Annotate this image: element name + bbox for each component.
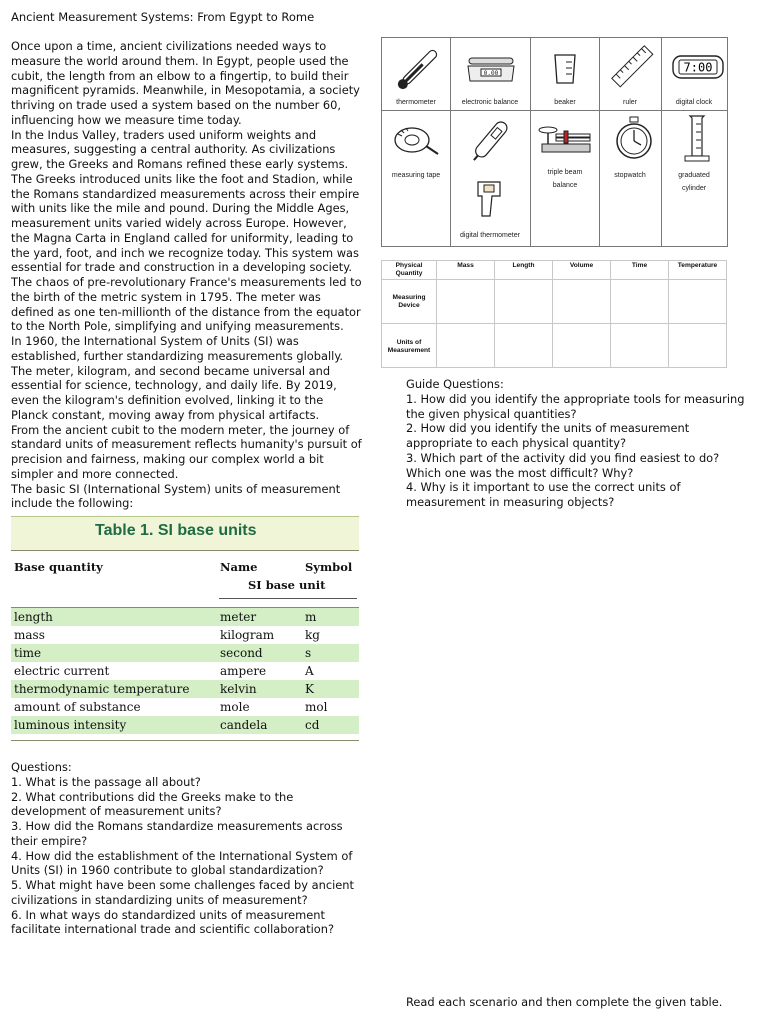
answer-cell bbox=[495, 280, 553, 324]
device-label-graduated-cylinder: graduated cylinder bbox=[678, 172, 710, 192]
si-table-row bbox=[11, 698, 359, 716]
guide-question: 4. Why is it important to use the correct units of measurement in measuring objects? bbox=[406, 480, 681, 509]
electronic-balance-icon bbox=[466, 54, 516, 84]
cell-symbol: mol bbox=[305, 700, 328, 714]
header-mass: Mass bbox=[437, 261, 495, 280]
guide-heading: Guide Questions: bbox=[406, 377, 504, 391]
si-base-units-table bbox=[11, 516, 359, 742]
device-label-beaker: beaker bbox=[554, 99, 576, 106]
divider bbox=[219, 598, 357, 599]
question-item: 2. What contributions did the Greeks make to the development of measurement units? bbox=[11, 789, 294, 819]
passage-paragraph: In 1960, the International System of Units (SI) was established, further standardizing measurements globally. The meter, kilogram, and second became universal and essential for science, technology, and daily life. By 2019, even the kilogram's definition evolved, linking it to the Planck constant, moving away from physical artifacts. bbox=[11, 334, 344, 422]
question-item: 6. In what ways do standardized units of measurement facilitate international trade and scientific collaboration? bbox=[11, 907, 334, 937]
col-header-base-quantity: Base quantity bbox=[14, 560, 103, 574]
infrared-thermometer-icon bbox=[474, 178, 504, 220]
cell-symbol: A bbox=[305, 664, 314, 678]
passage-paragraph: From the ancient cubit to the modern meter, the journey of standard units of measurement reflects humanity's pursuit of precision and fairness, making our complex world a bit simpler and more connected. bbox=[11, 422, 362, 481]
cell-symbol: cd bbox=[305, 718, 320, 732]
cell-name: candela bbox=[220, 718, 268, 732]
si-table-row bbox=[11, 680, 359, 698]
device-label-stopwatch: stopwatch bbox=[614, 172, 646, 179]
graduated-cylinder-icon bbox=[680, 114, 714, 164]
divider bbox=[661, 38, 662, 246]
device-label-digital-clock: digital clock bbox=[675, 99, 713, 106]
si-table-row bbox=[11, 626, 359, 644]
questions-heading: Questions: bbox=[11, 760, 72, 774]
passage bbox=[11, 39, 363, 511]
cell-name: mole bbox=[220, 700, 250, 714]
cell-name: kelvin bbox=[220, 682, 257, 696]
cell-quantity: amount of substance bbox=[14, 700, 141, 714]
cell-quantity: luminous intensity bbox=[14, 718, 127, 732]
answer-cell bbox=[553, 324, 611, 368]
device-label-triple-beam-balance: triple beam balance bbox=[547, 169, 583, 189]
cell-quantity: time bbox=[14, 646, 42, 660]
balance-display: 0.00 bbox=[483, 70, 499, 77]
triple-beam-balance-icon bbox=[536, 122, 594, 154]
cell-quantity: thermodynamic temperature bbox=[14, 682, 190, 696]
cell-symbol: K bbox=[305, 682, 314, 696]
cell-name: meter bbox=[220, 610, 257, 624]
measuring-devices-figure bbox=[381, 37, 728, 247]
divider bbox=[11, 740, 359, 741]
cell-symbol: kg bbox=[305, 628, 320, 642]
row-head-measuring-device: Measuring Device bbox=[382, 280, 437, 324]
header-time: Time bbox=[611, 261, 669, 280]
si-table-row bbox=[11, 662, 359, 680]
cell-quantity: length bbox=[14, 610, 53, 624]
header-length: Length bbox=[495, 261, 553, 280]
si-table-row bbox=[11, 608, 359, 626]
device-label-digital-thermometer: digital thermometer bbox=[460, 232, 520, 239]
row-head-units-of-measurement: Units of Measurement bbox=[382, 324, 437, 368]
passage-questions bbox=[11, 760, 363, 937]
beaker-icon bbox=[552, 52, 578, 86]
header-physical-quantity: Physical Quantity bbox=[382, 261, 437, 280]
cell-symbol: s bbox=[305, 646, 312, 660]
divider bbox=[450, 38, 451, 246]
device-label-thermometer: thermometer bbox=[396, 99, 436, 106]
si-table-row bbox=[11, 716, 359, 734]
document-title: Ancient Measurement Systems: From Egypt to Rome bbox=[11, 10, 315, 24]
answer-cell bbox=[611, 280, 669, 324]
guide-questions bbox=[406, 377, 756, 510]
cell-quantity: electric current bbox=[14, 664, 110, 678]
digital-thermometer-icon bbox=[468, 116, 512, 166]
answer-cell bbox=[437, 280, 495, 324]
col-group-si-base-unit: SI base unit bbox=[248, 578, 326, 592]
passage-paragraph: The basic SI (International System) units of measurement include the following: bbox=[11, 481, 341, 511]
guide-question: 1. How did you identify the appropriate tools for measuring the given physical quantities? bbox=[406, 391, 745, 421]
device-label-electronic-balance: electronic balance bbox=[461, 99, 519, 106]
clock-display: 7:00 bbox=[683, 60, 713, 75]
si-table-row bbox=[11, 644, 359, 662]
physical-quantity-table bbox=[381, 260, 727, 368]
answer-cell bbox=[495, 324, 553, 368]
device-label-ruler: ruler bbox=[622, 99, 638, 106]
cell-quantity: mass bbox=[14, 628, 45, 642]
col-header-name: Name bbox=[220, 560, 258, 574]
col-header-symbol: Symbol bbox=[305, 560, 353, 574]
cell-name: second bbox=[220, 646, 263, 660]
guide-question: 2. How did you identify the units of measurement appropriate to each physical quantity? bbox=[406, 421, 690, 450]
divider bbox=[530, 38, 531, 246]
cell-name: ampere bbox=[220, 664, 267, 678]
answer-cell bbox=[437, 324, 495, 368]
question-item: 3. How did the Romans standardize measurements across their empire? bbox=[11, 819, 343, 848]
thermometer-icon bbox=[392, 42, 442, 98]
measuring-tape-icon bbox=[392, 122, 440, 158]
stopwatch-icon bbox=[614, 116, 654, 160]
answer-cell bbox=[611, 324, 669, 368]
divider bbox=[11, 550, 359, 551]
header-volume: Volume bbox=[553, 261, 611, 280]
digital-clock-icon bbox=[671, 53, 725, 81]
answer-cell bbox=[669, 280, 727, 324]
passage-paragraph: Once upon a time, ancient civilizations needed ways to measure the world around them. In Egypt, people used the cubit, the length from an elbow to a fingertip, to build their magnificent pyramids. Meanwhile, in Mesopotamia, a society thriving on trade used a system based on the number 60, influencing how we measure time today. bbox=[11, 39, 360, 127]
instruction-footer: Read each scenario and then complete the given table. bbox=[406, 995, 723, 1009]
question-item: 4. How did the establishment of the International System of Units (SI) in 1960 contribute to global standardization? bbox=[11, 848, 353, 878]
device-label-measuring-tape: measuring tape bbox=[391, 172, 441, 179]
answer-cell bbox=[553, 280, 611, 324]
question-item: 1. What is the passage all about? bbox=[11, 774, 201, 789]
cell-symbol: m bbox=[305, 610, 317, 624]
passage-paragraph: In the Indus Valley, traders used uniform weights and measures, suggesting a central authority. As civilizations grew, the Greeks and Romans refined these early systems. The Greeks introduced units like the foot and Stadion, while the Romans standardized measurements across their empire with units like the mile and pound. During the Middle Ages, measurement units varied widely across Europe. However, the Magna Carta in England called for uniformity, leading to the yard, foot, and inch we recognize today. This system was essential for trade and construction in a developing society. The chaos of pre-revolutionary France's measurements led to the birth of the metric system in 1795. The meter was defined as one ten-millionth of the distance from the equator to the North Pole, simplifying and unifying measurements. bbox=[11, 127, 362, 334]
answer-cell bbox=[669, 324, 727, 368]
divider bbox=[382, 110, 727, 111]
divider bbox=[599, 38, 600, 246]
header-temperature: Temperature bbox=[669, 261, 727, 280]
si-table-title: Table 1. SI base units bbox=[95, 522, 257, 539]
question-item: 5. What might have been some challenges faced by ancient civilizations in standardizing units of measurement? bbox=[11, 878, 354, 907]
guide-question: 3. Which part of the activity did you find easiest to do? Which one was the most difficult? Why? bbox=[406, 450, 720, 480]
ruler-icon bbox=[608, 42, 658, 92]
cell-name: kilogram bbox=[220, 628, 275, 642]
